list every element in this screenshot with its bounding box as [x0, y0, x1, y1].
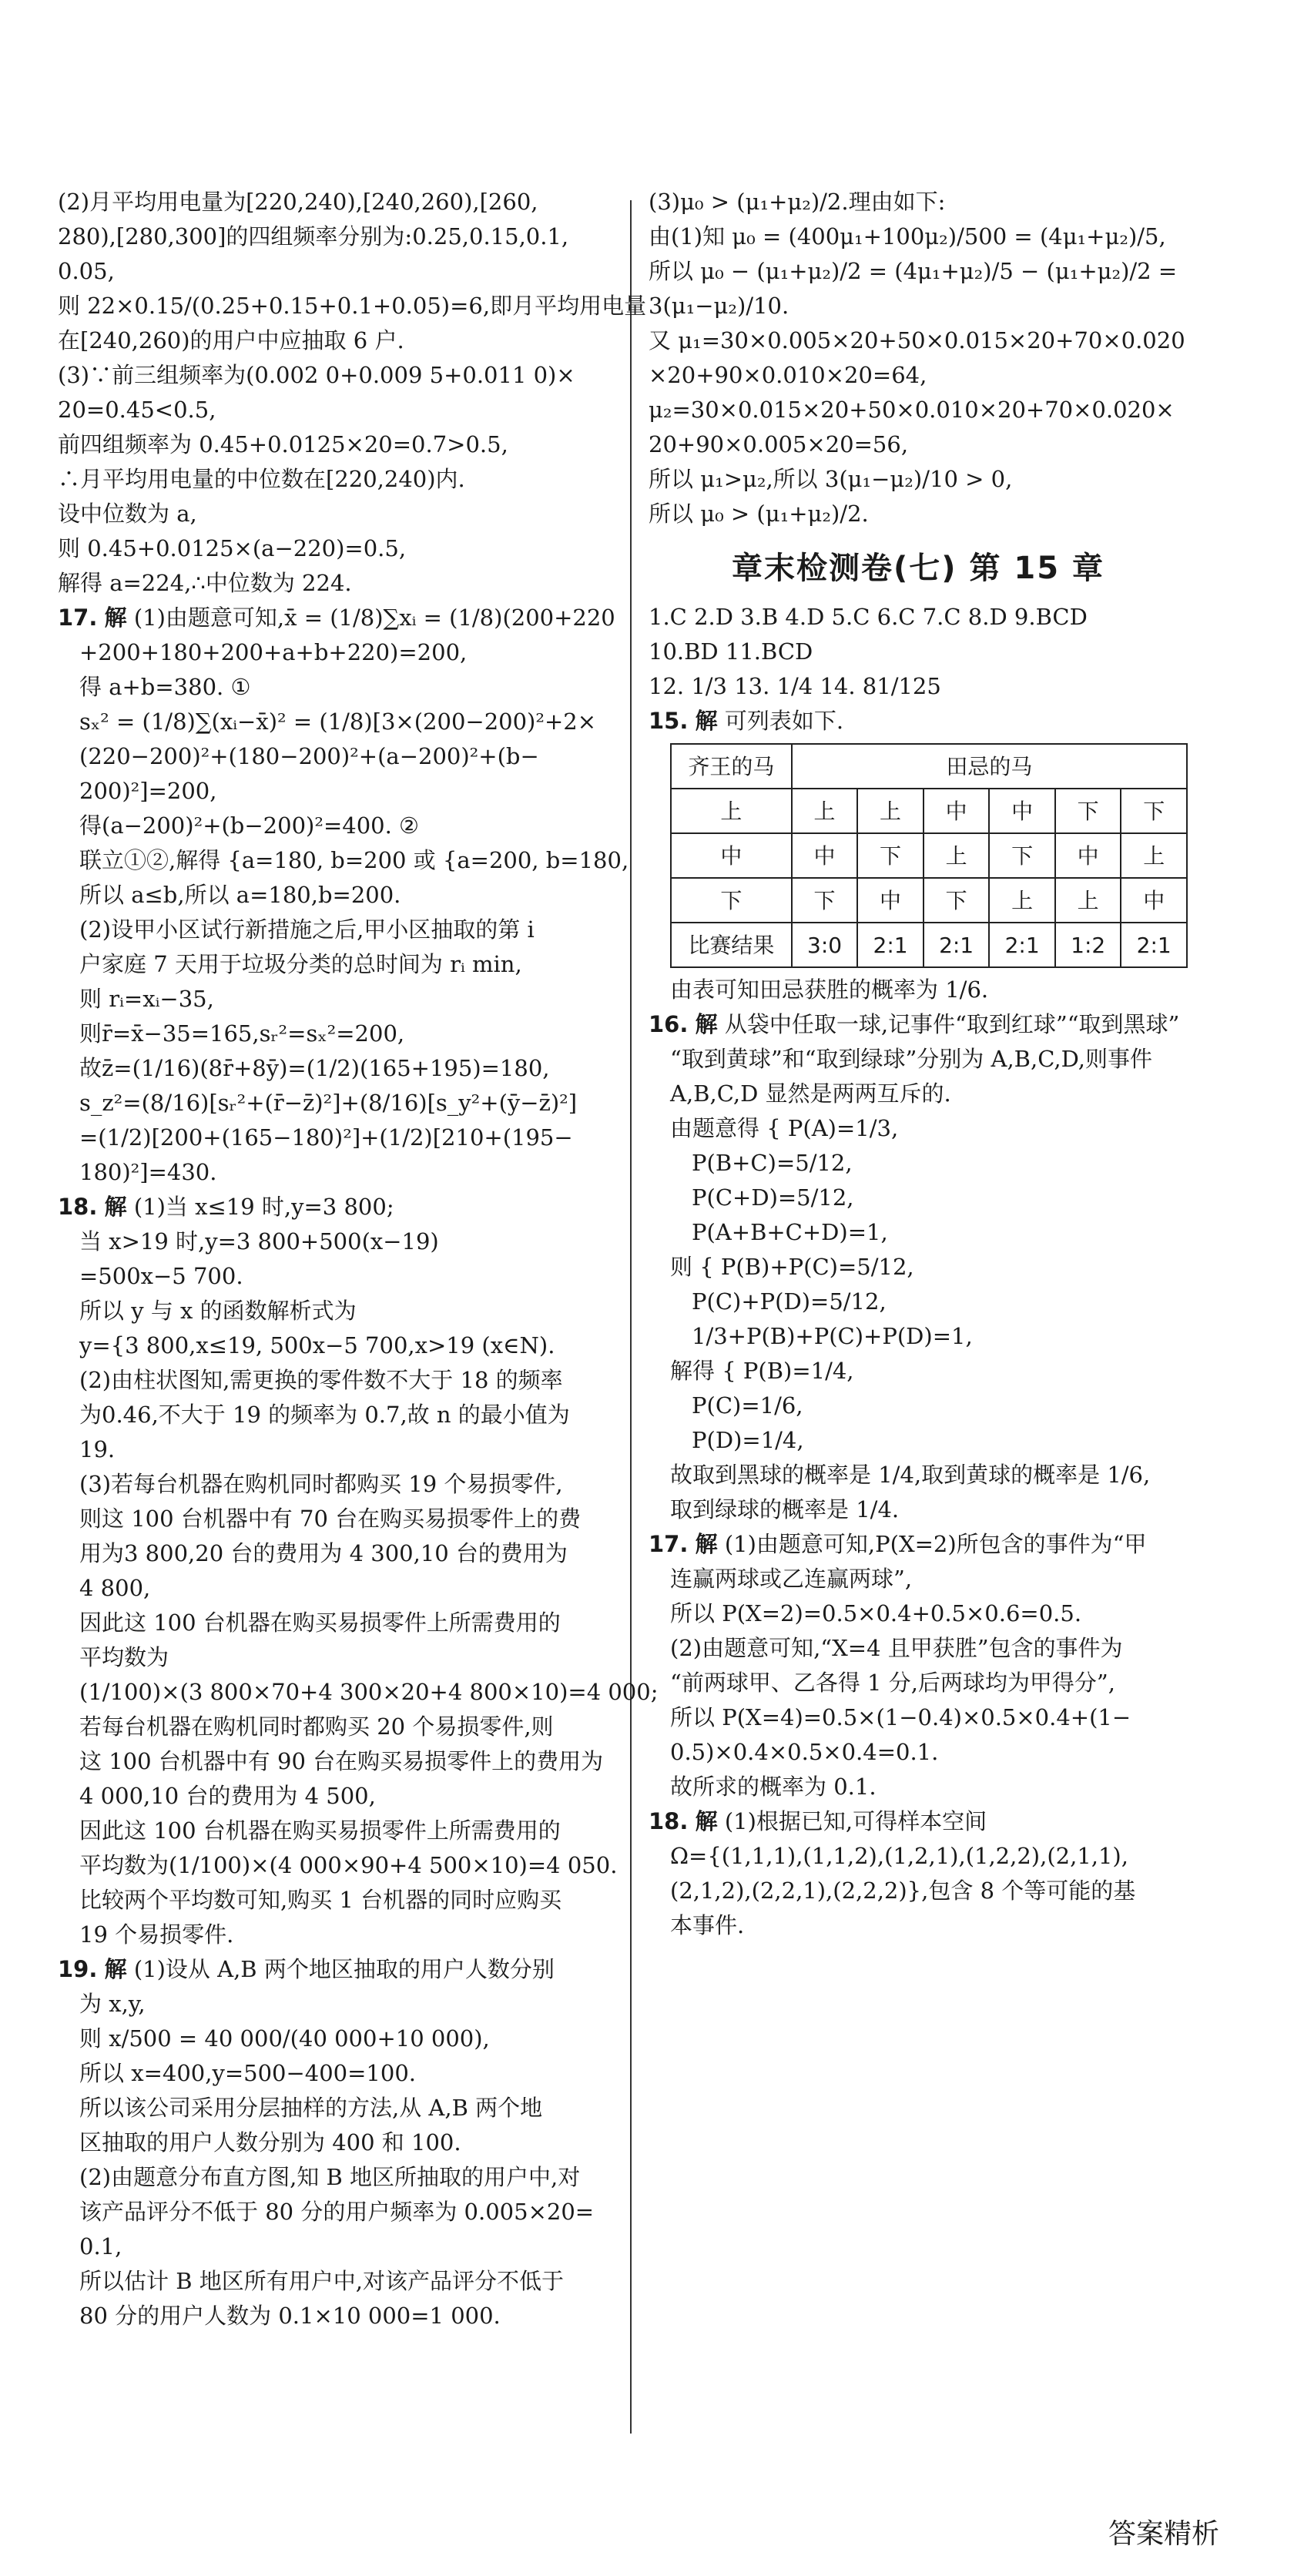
text-line: 180)²]=430. — [79, 1159, 217, 1185]
text-line: 因此这 100 台机器在购买易损零件上所需费用的 — [79, 1817, 561, 1844]
question-number: 18. — [58, 1194, 98, 1220]
text-line: 所以该公司采用分层抽样的方法,从 A,B 两个地 — [79, 2095, 543, 2121]
text-line: 19 个易损零件. — [79, 1921, 234, 1948]
text-line: 因此这 100 台机器在购买易损零件上所需费用的 — [79, 1610, 561, 1636]
table-cell: 2:1 — [924, 923, 990, 967]
solution-mark: 解 — [695, 1808, 718, 1834]
text-line: P(C+D)=5/12, — [692, 1184, 854, 1211]
text-line: 20=0.45<0.5, — [58, 397, 216, 423]
text-line: 1/3+P(B)+P(C)+P(D)=1, — [692, 1323, 973, 1349]
solution-mark: 解 — [104, 605, 127, 631]
question-heading — [649, 1527, 1188, 1562]
table-row — [671, 833, 1187, 878]
text-line: 80 分的用户人数为 0.1×10 000=1 000. — [79, 2303, 501, 2329]
right-column — [649, 185, 1188, 1943]
text-line: 则 { P(B)+P(C)=5/12, — [670, 1254, 914, 1280]
text-line: =(1/2)[200+(165−180)²]+(1/2)[210+(195− — [79, 1124, 573, 1151]
table-cell: 中 — [671, 833, 792, 878]
table-cell: 下 — [1055, 789, 1121, 833]
text-line: +200+180+200+a+b+220)=200, — [79, 639, 468, 665]
question-17-right — [649, 1527, 1188, 1804]
question-heading — [58, 601, 620, 635]
text-line: 又 μ₁=30×0.005×20+50×0.015×20+70×0.020 — [649, 327, 1185, 353]
text-line: 为 x,y, — [79, 1991, 146, 2017]
text-line: A,B,C,D 显然是两两互斥的. — [670, 1080, 951, 1107]
table-cell: 中 — [857, 878, 924, 923]
text-line: 故取到黑球的概率是 1/4,取到黄球的概率是 1/6, — [670, 1462, 1151, 1488]
text-line: 从袋中任取一球,记事件“取到红球”“取到黑球” — [724, 1011, 1180, 1037]
text-line: 20+90×0.005×20=56, — [649, 431, 909, 457]
table-cell: 下 — [671, 878, 792, 923]
question-heading — [649, 1007, 1188, 1042]
text-line: 0.05, — [58, 258, 115, 284]
solution-mark: 解 — [695, 708, 718, 734]
table-cell: 上 — [1055, 878, 1121, 923]
table-cell: 上 — [1121, 833, 1187, 878]
text-line: 前四组频率为 0.45+0.0125×20=0.7>0.5, — [58, 431, 508, 457]
text-line: 所以 P(X=4)=0.5×(1−0.4)×0.5×0.4+(1− — [670, 1704, 1131, 1730]
question-19-left — [58, 1952, 620, 2333]
answer-key-line: 10.BD 11.BCD — [649, 638, 813, 665]
text-line: 由(1)知 μ₀ = (400μ₁+100μ₂)/500 = (4μ₁+μ₂)/5, — [649, 223, 1166, 250]
text-line: (2,1,2),(2,2,1),(2,2,2)},包含 8 个等可能的基 — [670, 1878, 1136, 1904]
text-line: (2)设甲小区试行新措施之后,甲小区抽取的第 i — [79, 916, 535, 943]
left-column — [58, 185, 659, 2333]
text-line: 则 0.45+0.0125×(a−220)=0.5, — [58, 535, 407, 561]
text-line: 280),[280,300]的四组频率分别为:0.25,0.15,0.1, — [58, 223, 569, 250]
solution-mark: 解 — [695, 1531, 718, 1557]
table-row — [671, 789, 1187, 833]
solution-mark: 解 — [104, 1956, 127, 1982]
text-line: 平均数为 — [79, 1644, 169, 1670]
text-line: 则这 100 台机器中有 70 台在购买易损零件上的费 — [79, 1506, 582, 1532]
table-cell: 上 — [989, 878, 1055, 923]
text-line: 这 100 台机器中有 90 台在购买易损零件上的费用为 — [79, 1748, 604, 1774]
text-line: 故z̄=(1/16)(8r̄+8ȳ)=(1/2)(165+195)=180, — [79, 1055, 550, 1081]
text-line: 所以估计 B 地区所有用户中,对该产品评分不低于 — [79, 2268, 564, 2294]
text-line: 则 22×0.15/(0.25+0.15+0.1+0.05)=6,即月平均用电量 — [58, 293, 647, 319]
text-line: 所以 μ₁>μ₂,所以 3(μ₁−μ₂)/10 > 0, — [649, 466, 1013, 492]
text-line: 当 x>19 时,y=3 800+500(x−19) — [79, 1228, 439, 1255]
table-cell: 中 — [792, 833, 858, 878]
table-cell: 中 — [924, 789, 990, 833]
text-line: 区抽取的用户人数分别为 400 和 100. — [79, 2129, 461, 2156]
text-line: (1/100)×(3 800×70+4 300×20+4 800×10)=4 000; — [79, 1679, 659, 1705]
text-line: 得(a−200)²+(b−200)²=400. ② — [79, 812, 420, 839]
text-line: 故所求的概率为 0.1. — [670, 1774, 877, 1800]
text-line: 可列表如下. — [724, 708, 844, 734]
table-header-row — [671, 744, 1187, 789]
text-line: (3)μ₀ > (μ₁+μ₂)/2.理由如下: — [649, 189, 946, 215]
question-heading — [649, 1804, 1188, 1839]
table-header-cell: 田忌的马 — [792, 744, 1187, 789]
text-line: ×20+90×0.010×20=64, — [649, 362, 927, 388]
table-cell: 下 — [792, 878, 858, 923]
question-heading — [649, 704, 1188, 739]
question-16 — [649, 1007, 1188, 1527]
text-line: P(C)=1/6, — [692, 1392, 803, 1419]
table-cell: 上 — [671, 789, 792, 833]
text-line: (2)由题意分布直方图,知 B 地区所抽取的用户中,对 — [79, 2164, 581, 2190]
text-line: 得 a+b=380. ① — [79, 674, 251, 700]
answer-key-line: 1.C 2.D 3.B 4.D 5.C 6.C 7.C 8.D 9.BCD — [649, 604, 1088, 630]
text-line: 所以 P(X=2)=0.5×0.4+0.5×0.6=0.5. — [670, 1600, 1082, 1626]
question-17-left — [58, 601, 629, 1190]
table-cell: 中 — [1055, 833, 1121, 878]
text-line: (1)由题意可知,P(X=2)所包含的事件为“甲 — [724, 1531, 1147, 1557]
text-line: 户家庭 7 天用于垃圾分类的总时间为 rᵢ min, — [79, 951, 522, 977]
solution-mark: 解 — [695, 1011, 718, 1037]
chapter-title: 章末检测卷(七) 第 15 章 — [731, 551, 1105, 586]
text-line: 用为3 800,20 台的费用为 4 300,10 台的费用为 — [79, 1540, 568, 1566]
text-line: (3)若每台机器在购机同时都购买 19 个易损零件, — [79, 1471, 563, 1497]
text-line: (1)当 x≤19 时,y=3 800; — [133, 1194, 394, 1220]
text-line: 4 800, — [79, 1575, 151, 1601]
text-line: 4 000,10 台的费用为 4 500, — [79, 1783, 376, 1809]
table-cell: 3:0 — [792, 923, 858, 967]
horse-race-table — [670, 743, 1188, 968]
table-cell: 2:1 — [857, 923, 924, 967]
text-line: =500x−5 700. — [79, 1263, 243, 1289]
table-cell: 上 — [857, 789, 924, 833]
text-line: 所以 x=400,y=500−400=100. — [79, 2060, 416, 2086]
table-cell: 下 — [989, 833, 1055, 878]
question-number: 16. — [649, 1011, 689, 1037]
text-line: 0.1, — [79, 2233, 122, 2259]
text-line: 0.5)×0.4×0.5×0.4=0.1. — [670, 1739, 939, 1765]
text-line: P(D)=1/4, — [692, 1427, 804, 1453]
text-line: 由表可知田忌获胜的概率为 1/6. — [670, 976, 989, 1003]
table-cell: 2:1 — [1121, 923, 1187, 967]
table-cell: 2:1 — [989, 923, 1055, 967]
text-line: P(B+C)=5/12, — [692, 1150, 853, 1176]
text-line: 本事件. — [670, 1912, 745, 1938]
answer-key-line: 12. 1/3 13. 1/4 14. 81/125 — [649, 673, 941, 699]
table-cell: 下 — [1121, 789, 1187, 833]
question-heading — [58, 1952, 620, 1987]
text-line: y={3 800,x≤19, 500x−5 700,x>19 (x∈N). — [79, 1332, 555, 1358]
question-18-right — [649, 1804, 1188, 1943]
text-line: 19. — [79, 1436, 116, 1462]
text-line: 比较两个平均数可知,购买 1 台机器的同时应购买 — [79, 1887, 562, 1913]
text-line: 连赢两球或乙连赢两球”, — [670, 1566, 913, 1592]
column-divider — [630, 200, 632, 2434]
text-line: 在[240,260)的用户中应抽取 6 户. — [58, 327, 404, 353]
text-line: ∴月平均用电量的中位数在[220,240)内. — [58, 466, 465, 492]
text-line: sₓ² = (1/8)∑(xᵢ−x̄)² = (1/8)[3×(200−200)²+2× — [79, 708, 597, 735]
text-line: 解得 a=224,∴中位数为 224. — [58, 570, 352, 596]
table-cell: 1:2 — [1055, 923, 1121, 967]
text-line: 所以 μ₀ > (μ₁+μ₂)/2. — [649, 501, 869, 527]
text-line: (3)∵前三组频率为(0.002 0+0.009 5+0.011 0)× — [58, 362, 575, 388]
table-row — [671, 923, 1187, 967]
text-line: 该产品评分不低于 80 分的用户频率为 0.005×20= — [79, 2199, 595, 2225]
question-heading — [58, 1190, 620, 1224]
table-row — [671, 878, 1187, 923]
text-line: 则r̄=x̄−35=165,sᵣ²=sₓ²=200, — [79, 1020, 405, 1047]
text-line: (220−200)²+(180−200)²+(a−200)²+(b− — [79, 743, 539, 769]
text-line: 所以 a≤b,所以 a=180,b=200. — [79, 882, 401, 908]
text-line: μ₂=30×0.015×20+50×0.010×20+70×0.020× — [649, 397, 1175, 423]
text-line: “前两球甲、乙各得 1 分,后两球均为甲得分”, — [670, 1670, 1115, 1696]
text-line: (2)由题意可知,“X=4 且甲获胜”包含的事件为 — [670, 1635, 1123, 1661]
table-cell: 比赛结果 — [671, 923, 792, 967]
question-18-left — [58, 1190, 659, 1952]
text-line: (2)由柱状图知,需更换的零件数不大于 18 的频率 — [79, 1367, 563, 1393]
text-line: 由题意得 { P(A)=1/3, — [670, 1115, 899, 1141]
text-line: “取到黄球”和“取到绿球”分别为 A,B,C,D,则事件 — [670, 1046, 1153, 1072]
question-15 — [649, 704, 1188, 1007]
question-number: 15. — [649, 708, 689, 734]
solution-mark: 解 — [104, 1194, 127, 1220]
text-line: 解得 { P(B)=1/4, — [670, 1358, 854, 1384]
text-line: 为0.46,不大于 19 的频率为 0.7,故 n 的最小值为 — [79, 1402, 570, 1428]
text-line: P(A+B+C+D)=1, — [692, 1219, 888, 1245]
text-line: (2)月平均用电量为[220,240),[240,260),[260, — [58, 189, 538, 215]
question-number: 18. — [649, 1808, 689, 1834]
question-number: 17. — [58, 605, 98, 631]
text-line: 若每台机器在购机同时都购买 20 个易损零件,则 — [79, 1713, 554, 1740]
text-line: s_z²=(8/16)[sᵣ²+(r̄−z̄)²]+(8/16)[s_y²+(ȳ−z̄)²] — [79, 1090, 578, 1116]
text-line: 联立①②,解得 {a=180, b=200 或 {a=200, b=180, — [79, 847, 629, 873]
table-cell: 上 — [792, 789, 858, 833]
table-cell: 下 — [857, 833, 924, 878]
text-line: 则 x/500 = 40 000/(40 000+10 000), — [79, 2025, 490, 2052]
text-line: (1)设从 A,B 两个地区抽取的用户人数分别 — [133, 1956, 555, 1982]
text-line: 所以 y 与 x 的函数解析式为 — [79, 1298, 357, 1324]
text-line: 200)²]=200, — [79, 778, 217, 804]
text-line: 设中位数为 a, — [58, 501, 197, 527]
page-footer: 答案精析 — [1108, 2518, 1219, 2550]
table-cell: 下 — [924, 878, 990, 923]
table-cell: 上 — [924, 833, 990, 878]
text-line: 取到绿球的概率是 1/4. — [670, 1496, 900, 1522]
table-cell: 中 — [989, 789, 1055, 833]
question-number: 19. — [58, 1956, 98, 1982]
text-line: Ω={(1,1,1),(1,1,2),(1,2,1),(1,2,2),(2,1,1), — [670, 1843, 1128, 1869]
text-line: 所以 μ₀ − (μ₁+μ₂)/2 = (4μ₁+μ₂)/5 − (μ₁+μ₂)/2 = — [649, 258, 1178, 284]
text-line: 3(μ₁−μ₂)/10. — [649, 293, 789, 319]
question-number: 17. — [649, 1531, 689, 1557]
text-line: 平均数为(1/100)×(4 000×90+4 500×10)=4 050. — [79, 1852, 618, 1878]
table-cell: 中 — [1121, 878, 1187, 923]
text-line: (1)根据已知,可得样本空间 — [724, 1808, 987, 1834]
table-header-cell: 齐王的马 — [671, 744, 792, 789]
text-line: 则 rᵢ=xᵢ−35, — [79, 986, 214, 1012]
text-line: P(C)+P(D)=5/12, — [692, 1288, 887, 1315]
text-line: (1)由题意可知,x̄ = (1/8)∑xᵢ = (1/8)(200+220 — [133, 605, 615, 631]
